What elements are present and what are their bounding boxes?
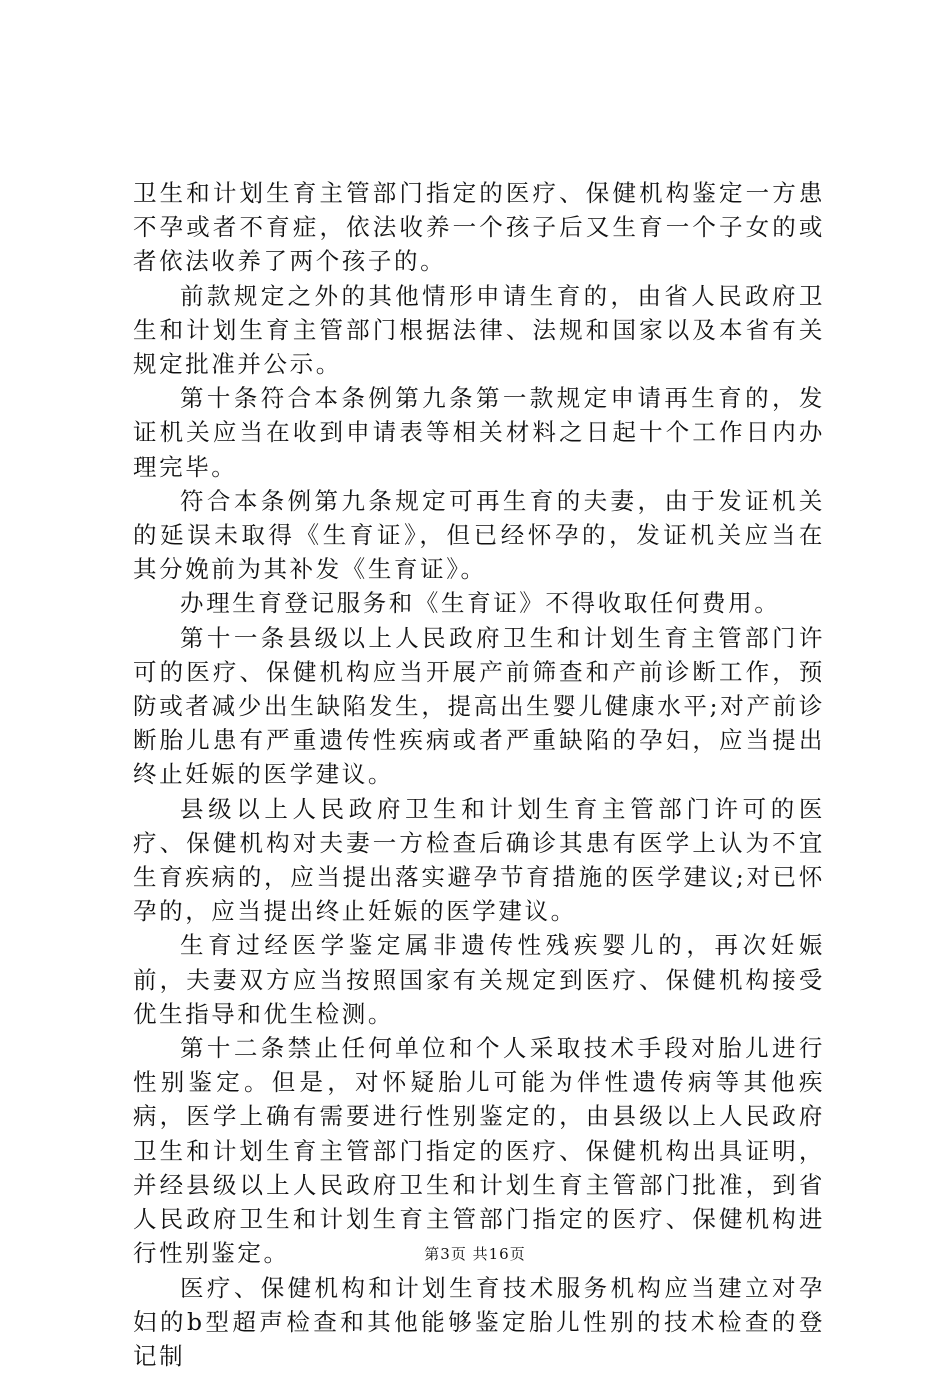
page-footer bbox=[0, 1243, 950, 1264]
paragraph-7: 县级以上人民政府卫生和计划生育主管部门许可的医疗、保健机构对夫妻一方检查后确诊其患有医学上认为不宜生育疾病的，应当提出落实避孕节育措施的医学建议;对已怀孕的，应当提出终止妊娠的医学建议。 bbox=[133, 792, 825, 929]
paragraph-1: 卫生和计划生育主管部门指定的医疗、保健机构鉴定一方患不孕或者不育症，依法收养一个孩子后又生育一个子女的或者依法收养了两个孩子的。 bbox=[133, 176, 825, 279]
paragraph-10: 医疗、保健机构和计划生育技术服务机构应当建立对孕妇的b型超声检查和其他能够鉴定胎儿性别的技术检查的登记制 bbox=[133, 1271, 825, 1373]
paragraph-3: 第十条符合本条例第九条第一款规定申请再生育的，发证机关应当在收到申请表等相关材料之日起十个工作日内办理完毕。 bbox=[133, 381, 825, 484]
paragraph-6: 第十一条县级以上人民政府卫生和计划生育主管部门许可的医疗、保健机构应当开展产前筛查和产前诊断工作，预防或者减少出生缺陷发生，提高出生婴儿健康水平;对产前诊断胎儿患有严重遗传性疾病或者严重缺陷的孕妇，应当提出终止妊娠的医学建议。 bbox=[133, 621, 825, 792]
paragraph-5: 办理生育登记服务和《生育证》不得收取任何费用。 bbox=[133, 586, 825, 620]
page-number: 第3页 共16页 bbox=[424, 1245, 525, 1263]
paragraph-2: 前款规定之外的其他情形申请生育的，由省人民政府卫生和计划生育主管部门根据法律、法规和国家以及本省有关规定批准并公示。 bbox=[133, 279, 825, 382]
paragraph-8: 生育过经医学鉴定属非遗传性残疾婴儿的，再次妊娠前，夫妻双方应当按照国家有关规定到医疗、保健机构接受优生指导和优生检测。 bbox=[133, 928, 825, 1031]
paragraph-9: 第十二条禁止任何单位和个人采取技术手段对胎儿进行性别鉴定。但是，对怀疑胎儿可能为伴性遗传病等其他疾病，医学上确有需要进行性别鉴定的，由县级以上人民政府卫生和计划生育主管部门指定的医疗、保健机构出具证明，并经县级以上人民政府卫生和计划生育主管部门批准，到省人民政府卫生和计划生育主管部门指定的医疗、保健机构进行性别鉴定。 bbox=[133, 1031, 825, 1270]
paragraph-4: 符合本条例第九条规定可再生育的夫妻，由于发证机关的延误未取得《生育证》，但已经怀孕的，发证机关应当在其分娩前为其补发《生育证》。 bbox=[133, 484, 825, 587]
document-body bbox=[133, 176, 825, 1373]
